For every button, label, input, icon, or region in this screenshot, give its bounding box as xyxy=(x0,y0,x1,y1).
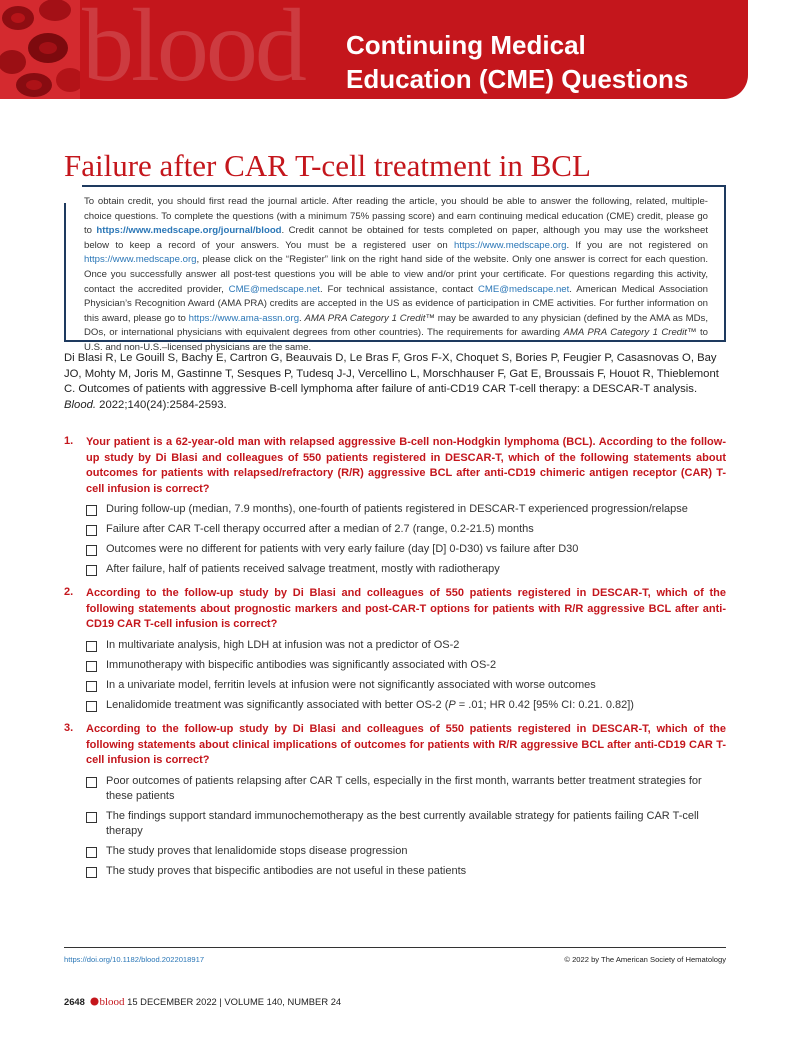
question-text: Your patient is a 62-year-old man with relapsed aggressive B-cell non-Hodgkin lymphoma (BCL). According to the follow-up study by Di Blasi and colleagues of 550 patients registered in DESCAR-T, which of the following statements about outcomes for patients with relapsed/refractory (R/R) aggressive BCL after anti-CD19 chimeric antigen receptor (CAR) T-cell infusion is correct? xyxy=(86,436,726,495)
question-1 xyxy=(64,435,726,582)
checkbox-icon[interactable] xyxy=(86,812,97,823)
question-3 xyxy=(64,722,726,884)
answer-option[interactable] xyxy=(86,844,726,859)
intro-text-9: ™ to U.S. and non-U.S.–licensed physicians are the same. xyxy=(84,327,708,353)
checkbox-icon[interactable] xyxy=(86,565,97,576)
question-number: 2. xyxy=(64,586,74,598)
intro-text-3: . If you are not registered on xyxy=(566,239,708,251)
answer-option[interactable] xyxy=(86,809,726,839)
intro-text-5: . For technical assistance, contact xyxy=(319,283,478,295)
journal-brand: blood xyxy=(99,996,125,1008)
cme-header-line1: Continuing Medical xyxy=(346,30,586,60)
citation-journal: Blood. xyxy=(64,398,97,411)
cme-header-line2: Education (CME) Questions xyxy=(346,64,689,94)
ama-link[interactable]: https://www.ama-assn.org xyxy=(188,312,300,324)
intro-text-6: . American Medical Association Physician’s Recognition Award (AMA PRA) credits are accepted in the US as evidence of participation in CME activities. For further information on this award, please go to xyxy=(84,283,709,324)
option-label: Failure after CAR T-cell therapy occurred after a median of 2.7 (range, 0.2-21.5) months xyxy=(106,523,534,535)
intro-italic-2: AMA PRA Category 1 Credit xyxy=(563,327,687,339)
question-number: 1. xyxy=(64,435,74,447)
citation-tail: 2022;140(24):2584-2593. xyxy=(96,398,227,411)
answer-option[interactable] xyxy=(86,678,726,693)
checkbox-icon[interactable] xyxy=(86,641,97,652)
option-label: After failure, half of patients received salvage treatment, mostly with radiotherapy xyxy=(106,563,500,575)
answer-options xyxy=(86,774,726,879)
cme-email-link-1[interactable]: CME@medscape.net xyxy=(228,283,320,295)
answer-option[interactable] xyxy=(86,864,726,879)
intro-text-2: . Credit cannot be obtained for tests completed on paper, although you may use the worksheet below to keep a record of your answers. You must be a registered user on xyxy=(84,225,708,251)
page-footer xyxy=(64,996,341,1008)
cme-header-banner xyxy=(0,0,748,99)
checkbox-icon[interactable] xyxy=(86,847,97,858)
option-label: Poor outcomes of patients relapsing after CAR T cells, especially in the first month, warrants better treatment strategies for these patients xyxy=(106,774,702,802)
option-label: Immunotherapy with bispecific antibodies was significantly associated with OS-2 xyxy=(106,658,497,671)
checkbox-icon[interactable] xyxy=(86,777,97,788)
checkbox-icon[interactable] xyxy=(86,681,97,692)
option-label-tail: = .01; HR 0.42 [95% CI: 0.21. 0.82]) xyxy=(455,698,634,711)
intro-text-1: To obtain credit, you should first read the journal article. After reading the article, you should be able to answer the following, related, multiple-choice questions. To complete the questions (with a minimum 75% passing score) and earn continuing medical education (CME) credit, please go to xyxy=(84,196,708,237)
medscape-journal-link[interactable]: https://www.medscape.org/journal/blood xyxy=(96,225,282,237)
option-label: The findings support standard immunochemotherapy as the best currently available strategy for patients failing CAR T-cell therapy xyxy=(106,809,699,837)
answer-option[interactable] xyxy=(86,562,726,577)
cme-header-title xyxy=(346,28,688,96)
issue-info: 15 DECEMBER 2022 | VOLUME 140, NUMBER 24 xyxy=(127,996,342,1007)
checkbox-icon[interactable] xyxy=(86,545,97,556)
copyright-notice: © 2022 by The American Society of Hematology xyxy=(564,955,726,964)
blood-cells-graphic xyxy=(0,0,80,99)
intro-text-8: ™ may be awarded to any physician (defined by the AMA as MDs, DOs, or international physicians with equivalent degrees from other countries). The requirements for awarding xyxy=(84,312,708,339)
footer-divider xyxy=(64,947,726,948)
article-citation xyxy=(64,351,726,413)
option-label: During follow-up (median, 7.9 months), one-fourth of patients registered in DESCAR-T experienced progression/relapse xyxy=(106,503,688,515)
checkbox-icon[interactable] xyxy=(86,701,97,712)
intro-text-7: . xyxy=(299,312,305,324)
checkbox-icon[interactable] xyxy=(86,505,97,516)
checkbox-icon[interactable] xyxy=(86,867,97,878)
option-label: Outcomes were no different for patients with very early failure (day [D] 0-D30) vs failure after D30 xyxy=(106,543,579,555)
instructions-text xyxy=(84,195,708,356)
cme-email-link-2[interactable]: CME@medscape.net xyxy=(477,283,570,295)
answer-option[interactable] xyxy=(86,502,726,517)
intro-text-4: , please click on the “Register” link on the right hand side of the website. Only one answer is correct for each question. Once you successfully answer all post-test questions you will be able to view and/or print your certificate. For questions regarding this activity, contact the accredited provider, xyxy=(84,254,708,295)
citation-text: Di Blasi R, Le Gouill S, Bachy E, Cartron G, Beauvais D, Le Bras F, Gros F-X, Choquet S, Bories P, Feugier P, Casasnovas O, Bay JO, Mohty M, Joris M, Gastinne T, Sesques P, Tudesq J-J, Vercellino L, Morschhauser F, Gat E, Broussais F, Houot R, Thieblemont C. Outcomes of patients with aggressive B-cell lymphoma after failure of anti-CD19 CAR T-cell therapy: a DESCAR-T analysis. xyxy=(64,352,719,395)
option-label: Lenalidomide treatment was significantly associated with better OS-2 ( xyxy=(106,698,449,711)
checkbox-icon[interactable] xyxy=(86,525,97,536)
medscape-link-2[interactable]: https://www.medscape.org xyxy=(84,254,197,266)
blood-wordmark: blood xyxy=(82,0,304,99)
instructions-box xyxy=(64,185,726,353)
answer-option[interactable] xyxy=(86,522,726,537)
option-label: The study proves that bispecific antibodies are not useful in these patients xyxy=(106,864,467,877)
option-label: The study proves that lenalidomide stops disease progression xyxy=(106,844,408,857)
answer-option[interactable] xyxy=(86,774,726,804)
page-number: 2648 xyxy=(64,996,85,1007)
answer-option[interactable] xyxy=(86,698,726,713)
medscape-link-1[interactable]: https://www.medscape.org xyxy=(453,239,567,251)
answer-option[interactable] xyxy=(86,658,726,673)
answer-option[interactable] xyxy=(86,542,726,557)
question-number: 3. xyxy=(64,722,74,734)
question-2 xyxy=(64,586,726,718)
answer-options xyxy=(86,502,726,577)
checkbox-icon[interactable] xyxy=(86,661,97,672)
doi-link[interactable]: https://doi.org/10.1182/blood.2022018917 xyxy=(64,955,205,964)
answer-options xyxy=(86,638,726,713)
option-label: In a univariate model, ferritin levels at infusion were not significantly associated with worse outcomes xyxy=(106,678,596,691)
box-corner-notch xyxy=(64,185,82,203)
question-text: According to the follow-up study by Di Blasi and colleagues of 550 patients registered in DESCAR-T, which of the following statements about prognostic markers and post-CAR-T options for patients with R/R aggressive BCL after anti-CD19 CAR T-cell infusion is correct? xyxy=(86,587,726,630)
option-label: In multivariate analysis, high LDH at infusion was not a predictor of OS-2 xyxy=(106,638,460,651)
answer-option[interactable] xyxy=(86,638,726,653)
article-title: Failure after CAR T-cell treatment in BCL xyxy=(64,148,591,183)
intro-italic-1: AMA PRA Category 1 Credit xyxy=(304,312,426,324)
option-label-italic: P xyxy=(448,698,456,711)
question-text: According to the follow-up study by Di Blasi and colleagues of 550 patients registered in DESCAR-T, which of the following statements about clinical implications of outcomes for patients with R/R aggressive BCL after anti-CD19 CAR T-cell infusion is correct? xyxy=(86,723,726,766)
